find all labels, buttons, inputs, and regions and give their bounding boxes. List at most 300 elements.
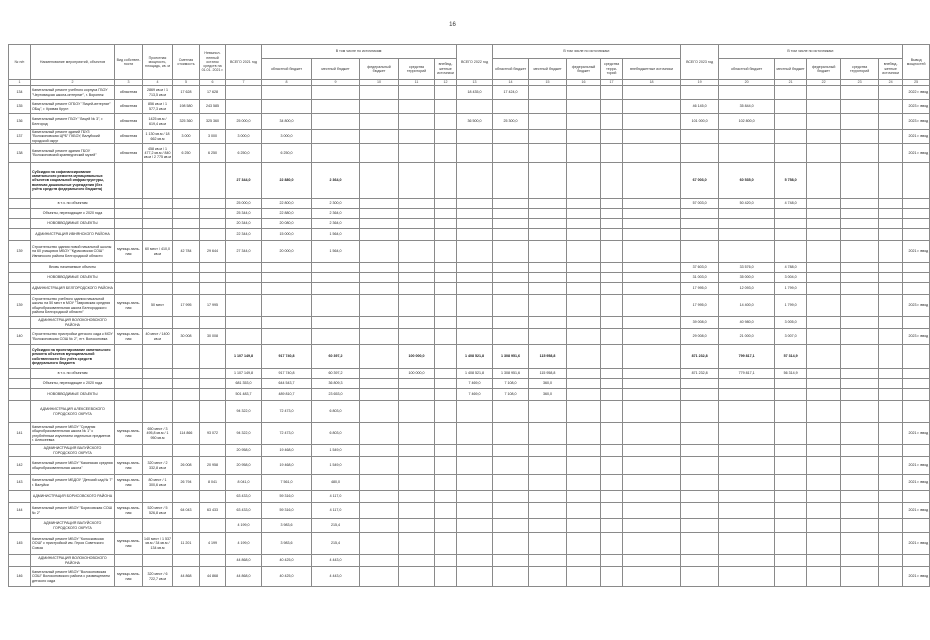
row-note: 2021 г. ввод	[903, 475, 930, 491]
row-cell-c19: 17 995,0	[681, 283, 719, 295]
row-cell-c12	[435, 273, 457, 283]
row-cell-type: муници-паль-ная	[115, 423, 143, 445]
row-cell-c10	[360, 283, 399, 295]
row-cell-c7: 25 000,0	[226, 199, 262, 209]
table-body	[9, 86, 930, 587]
row-cell-c20	[719, 229, 775, 241]
row-cell-c18	[623, 100, 681, 114]
sub-local-2022: местный бюджет	[529, 58, 567, 79]
row-cell-c24	[879, 329, 903, 345]
row-cell-cost	[173, 401, 200, 423]
row-cell-rem: 243 585	[200, 100, 226, 114]
row-cell-type	[115, 369, 143, 379]
row-number	[9, 519, 31, 533]
row-cell-c12	[435, 457, 457, 475]
row-number: 146	[9, 567, 31, 587]
row-cell-cap: 1 130 кв.м / 18 662 кв.м	[143, 130, 173, 144]
row-cell-cap	[143, 163, 173, 199]
row-cell-c9: 215,4	[312, 533, 360, 555]
row-cell-c19	[681, 475, 719, 491]
row-cell-c10	[360, 345, 399, 369]
row-cell-c12	[435, 219, 457, 229]
row-cell-cap: 520 мест / 5 526,8 кв.м	[143, 503, 173, 519]
table-row	[9, 555, 930, 567]
row-cell-c12	[435, 401, 457, 423]
row-cell-c16	[567, 199, 601, 209]
table-row	[9, 475, 930, 491]
row-cell-c9	[312, 100, 360, 114]
row-cell-c11	[399, 555, 435, 567]
row-cell-c24	[879, 241, 903, 263]
row-cell-c9: 6 803,0	[312, 423, 360, 445]
row-cell-c16	[567, 283, 601, 295]
column-number: 18	[623, 80, 681, 86]
row-note: 2021 г. ввод	[903, 144, 930, 163]
row-cell-c11	[399, 503, 435, 519]
row-cell-c14	[493, 283, 529, 295]
row-cell-c20: 102 800,0	[719, 114, 775, 130]
row-cell-c16	[567, 263, 601, 273]
row-cell-c18	[623, 144, 681, 163]
row-name: НОВОВВОДИМЫЕ ОБЪЕКТЫ	[31, 273, 115, 283]
row-cell-c8	[262, 283, 312, 295]
row-cell-c20	[719, 423, 775, 445]
row-cell-cost	[173, 283, 200, 295]
row-cell-c22	[807, 100, 841, 114]
row-cell-rem	[200, 283, 226, 295]
row-cell-c8: 40 425,0	[262, 555, 312, 567]
row-cell-c10	[360, 100, 399, 114]
row-cell-c20	[719, 209, 775, 219]
row-cell-c11	[399, 263, 435, 273]
table-row	[9, 329, 930, 345]
row-cell-c7: 20 344,0	[226, 219, 262, 229]
row-note	[903, 491, 930, 503]
row-cell-cost: 325 360	[173, 114, 200, 130]
row-cell-c12	[435, 389, 457, 401]
row-cell-c12	[435, 423, 457, 445]
row-cell-c23	[841, 329, 879, 345]
row-note: 2023 г. ввод	[903, 329, 930, 345]
row-cell-c20: 35 844,0	[719, 100, 775, 114]
row-name: НОВОВВОДИМЫЕ ОБЪЕКТЫ	[31, 219, 115, 229]
row-number	[9, 263, 31, 273]
row-cell-c20: 35 000,0	[719, 273, 775, 283]
row-cell-cost: 3 000	[173, 130, 200, 144]
row-cell-c20: 60 535,0	[719, 163, 775, 199]
row-note: 2021 г. ввод	[903, 457, 930, 475]
row-cell-c11	[399, 219, 435, 229]
header-total-2021: ВСЕГО 2021 год	[226, 45, 262, 80]
row-cell-c15	[529, 503, 567, 519]
row-cell-c12	[435, 86, 457, 100]
header-type: Вид собствен-ности	[115, 45, 143, 80]
row-cell-c21	[775, 219, 807, 229]
row-note	[903, 369, 930, 379]
row-name: НОВОВВОДИМЫЕ ОБЪЕКТЫ	[31, 389, 115, 401]
row-cell-c22	[807, 209, 841, 219]
row-cell-c20: 33 576,0	[719, 263, 775, 273]
row-cell-c11	[399, 491, 435, 503]
row-cell-c22	[807, 144, 841, 163]
row-cell-c8: 7 561,0	[262, 475, 312, 491]
row-cell-rem	[200, 209, 226, 219]
row-cell-c7: 63 433,0	[226, 491, 262, 503]
row-cell-c15	[529, 295, 567, 317]
row-cell-c11	[399, 423, 435, 445]
row-cell-cap: 60 мест / 410,0 кв.м	[143, 241, 173, 263]
row-cell-cost	[173, 199, 200, 209]
row-cell-c7: 501 483,7	[226, 389, 262, 401]
row-cell-c21	[775, 567, 807, 587]
row-cell-c9: 2 364,0	[312, 163, 360, 199]
row-note: 2022 г. ввод	[903, 86, 930, 100]
row-cell-c22	[807, 263, 841, 273]
row-cell-c7: 4 199,0	[226, 519, 262, 533]
row-cell-c11	[399, 457, 435, 475]
row-number	[9, 229, 31, 241]
row-cell-type	[115, 283, 143, 295]
row-cell-c18	[623, 163, 681, 199]
row-name: Строительство здания новой начальной школы на 60 учащихся МБОУ "Курасовская СОШ" Ивнянского района Белгородской области	[31, 241, 115, 263]
row-cell-cap: 1425 кв.м / 619,4 кв.м	[143, 114, 173, 130]
row-cell-c8	[262, 86, 312, 100]
row-cell-c22	[807, 199, 841, 209]
row-name: АДМИНИСТРАЦИЯ БОРИСОВСКОГО РАЙОНА	[31, 491, 115, 503]
row-cell-c24	[879, 457, 903, 475]
row-cell-c8: 3 983,6	[262, 519, 312, 533]
table-row	[9, 229, 930, 241]
row-note	[903, 389, 930, 401]
row-cell-cost	[173, 263, 200, 273]
row-cell-c8	[262, 295, 312, 317]
row-cell-c9: 36 809,3	[312, 379, 360, 389]
row-cell-cost	[173, 369, 200, 379]
row-cell-c22	[807, 229, 841, 241]
row-cell-c23	[841, 273, 879, 283]
row-cell-c9	[312, 263, 360, 273]
table-row	[9, 519, 930, 533]
row-cell-c11	[399, 130, 435, 144]
row-cell-c11	[399, 519, 435, 533]
row-cell-c12	[435, 369, 457, 379]
row-cell-c24	[879, 503, 903, 519]
row-cell-c16	[567, 114, 601, 130]
row-cell-c10	[360, 567, 399, 587]
row-cell-c14: 1 308 951,6	[493, 345, 529, 369]
row-cell-type	[115, 229, 143, 241]
row-cell-type: областная	[115, 130, 143, 144]
row-cell-c11	[399, 229, 435, 241]
row-note	[903, 345, 930, 369]
row-cell-c16	[567, 209, 601, 219]
row-cell-c9	[312, 317, 360, 329]
row-cell-c12	[435, 519, 457, 533]
row-cell-cap	[143, 199, 173, 209]
row-cell-c8: 644 543,7	[262, 379, 312, 389]
row-cell-c17	[601, 401, 623, 423]
row-cell-cap	[143, 209, 173, 219]
row-cell-c7: 27 344,0	[226, 163, 262, 199]
row-cell-c13	[457, 491, 493, 503]
row-cell-c16	[567, 503, 601, 519]
row-name: Объекты, переходящие с 2020 года	[31, 379, 115, 389]
row-cell-c7	[226, 295, 262, 317]
row-cell-c18	[623, 423, 681, 445]
row-cell-rem: 6 250	[200, 144, 226, 163]
row-cell-c16	[567, 241, 601, 263]
table-row	[9, 503, 930, 519]
row-cell-c14	[493, 144, 529, 163]
row-cell-c22	[807, 503, 841, 519]
row-cell-rem	[200, 519, 226, 533]
row-cell-c19	[681, 219, 719, 229]
table-row	[9, 130, 930, 144]
row-cell-rem: 17 628	[200, 86, 226, 100]
row-cell-c21: 1 799,0	[775, 295, 807, 317]
row-name: АДМИНИСТРАЦИЯ ВОЛОКОНОВСКОГО РАЙОНА	[31, 555, 115, 567]
row-cell-c12	[435, 503, 457, 519]
row-number	[9, 345, 31, 369]
table-row	[9, 283, 930, 295]
row-cell-c22	[807, 241, 841, 263]
row-cell-c19	[681, 401, 719, 423]
row-cell-cost	[173, 273, 200, 283]
row-cell-c17	[601, 491, 623, 503]
row-cell-c18	[623, 345, 681, 369]
table-row	[9, 263, 930, 273]
row-cell-c16	[567, 567, 601, 587]
row-cell-c22	[807, 163, 841, 199]
row-cell-c23	[841, 519, 879, 533]
row-cell-c17	[601, 519, 623, 533]
row-cell-c14	[493, 491, 529, 503]
row-cell-c7	[226, 100, 262, 114]
row-cell-cost	[173, 163, 200, 199]
row-cell-c12	[435, 209, 457, 219]
row-cell-c15	[529, 229, 567, 241]
table-row	[9, 273, 930, 283]
row-cell-c16	[567, 229, 601, 241]
row-cell-type	[115, 219, 143, 229]
row-cell-c18	[623, 317, 681, 329]
row-number: 136	[9, 114, 31, 130]
row-cell-c10	[360, 86, 399, 100]
row-cell-type	[115, 379, 143, 389]
row-cell-type: муници-паль-ная	[115, 503, 143, 519]
row-cell-c11	[399, 163, 435, 199]
row-cell-c20: 14 400,0	[719, 295, 775, 317]
column-number: 3	[115, 80, 143, 86]
row-cell-c7: 1 107 149,8	[226, 345, 262, 369]
header-no: № п/п	[9, 45, 31, 80]
sub-regional-2023: областной бюджет	[719, 58, 775, 79]
row-number	[9, 219, 31, 229]
row-number: 140	[9, 329, 31, 345]
row-cell-c12	[435, 100, 457, 114]
row-note: 2021 г. ввод	[903, 241, 930, 263]
row-cell-c10	[360, 423, 399, 445]
row-cell-c18	[623, 114, 681, 130]
row-cell-cost: 26 008	[173, 457, 200, 475]
row-cell-c16	[567, 491, 601, 503]
row-cell-c18	[623, 369, 681, 379]
row-cell-c19: 17 995,0	[681, 295, 719, 317]
row-cell-c23	[841, 114, 879, 130]
row-cell-c17	[601, 295, 623, 317]
row-cell-c18	[623, 219, 681, 229]
row-cell-c10	[360, 555, 399, 567]
row-cell-c8: 917 740,8	[262, 345, 312, 369]
row-cell-c16	[567, 533, 601, 555]
row-cell-rem: 20 958	[200, 457, 226, 475]
row-cell-cost: 17 995	[173, 295, 200, 317]
row-cell-c19	[681, 379, 719, 389]
row-cell-c22	[807, 533, 841, 555]
row-cell-c13	[457, 519, 493, 533]
row-cell-c8: 72 473,0	[262, 423, 312, 445]
row-cell-c11	[399, 295, 435, 317]
row-cell-c15	[529, 86, 567, 100]
row-cell-c17	[601, 345, 623, 369]
row-cell-cap: 50 мест	[143, 295, 173, 317]
row-cell-rem	[200, 273, 226, 283]
table-row	[9, 86, 930, 100]
row-cell-cap	[143, 219, 173, 229]
row-cell-c14: 7 108,0	[493, 389, 529, 401]
row-number	[9, 273, 31, 283]
row-cell-c9	[312, 144, 360, 163]
sub-local-2021: местный бюджет	[312, 58, 360, 79]
sub-territory-2023: средства территорий	[841, 58, 879, 79]
row-cell-c18	[623, 567, 681, 587]
row-note: 2021 г. ввод	[903, 130, 930, 144]
row-cell-c14	[493, 273, 529, 283]
row-cell-c24	[879, 144, 903, 163]
row-number	[9, 283, 31, 295]
row-name: АДМИНИСТРАЦИЯ ВАЛУЙСКОГО ГОРОДСКОГО ОКРУГА	[31, 445, 115, 457]
row-cell-c12	[435, 295, 457, 317]
row-cell-c21	[775, 241, 807, 263]
row-cell-c7: 22 344,0	[226, 229, 262, 241]
row-cell-c22	[807, 295, 841, 317]
table-row	[9, 533, 930, 555]
table-row	[9, 100, 930, 114]
row-cell-c17	[601, 389, 623, 401]
row-cell-type	[115, 209, 143, 219]
row-cell-c24	[879, 163, 903, 199]
column-number: 13	[457, 80, 493, 86]
row-cell-c18	[623, 491, 681, 503]
row-cell-c11	[399, 273, 435, 283]
row-cell-c21	[775, 555, 807, 567]
row-cell-c7: 44 868,0	[226, 567, 262, 587]
row-cell-cap: 650 мест / 3 495,8 кв.м / 1 950 кв.м	[143, 423, 173, 445]
row-cell-c18	[623, 389, 681, 401]
row-cell-c22	[807, 445, 841, 457]
row-cell-c15: 360,0	[529, 379, 567, 389]
row-cell-cap: 2869 кв.м / 1 713,5 кв.м	[143, 86, 173, 100]
row-number	[9, 209, 31, 219]
table-row	[9, 379, 930, 389]
row-cell-c20: 50 420,0	[719, 199, 775, 209]
row-cell-c20	[719, 503, 775, 519]
row-cell-c15	[529, 533, 567, 555]
table-row	[9, 423, 930, 445]
row-cell-c11	[399, 533, 435, 555]
row-cell-c18	[623, 283, 681, 295]
row-cell-type: муници-паль-ная	[115, 567, 143, 587]
row-cell-type: областная	[115, 144, 143, 163]
row-cell-c13	[457, 100, 493, 114]
row-number: 141	[9, 423, 31, 445]
row-cell-c17	[601, 329, 623, 345]
investment-table	[8, 44, 930, 587]
row-cell-c13: 18 435,0	[457, 86, 493, 100]
row-cell-c10	[360, 491, 399, 503]
row-cell-c12	[435, 263, 457, 273]
row-cell-c10	[360, 317, 399, 329]
row-cell-c21	[775, 475, 807, 491]
row-number: 138	[9, 144, 31, 163]
row-cell-c12	[435, 475, 457, 491]
row-cell-c21: 57 314,9	[775, 345, 807, 369]
row-cell-c16	[567, 86, 601, 100]
row-cell-c13	[457, 445, 493, 457]
table-row	[9, 317, 930, 329]
row-cell-c17	[601, 86, 623, 100]
row-cell-c12	[435, 144, 457, 163]
table-row	[9, 389, 930, 401]
row-cell-c23	[841, 100, 879, 114]
row-cell-c9	[312, 295, 360, 317]
row-cell-c14	[493, 199, 529, 209]
row-cell-c13	[457, 283, 493, 295]
row-cell-type	[115, 401, 143, 423]
row-cell-c23	[841, 283, 879, 295]
row-cell-c16	[567, 273, 601, 283]
row-cell-c15	[529, 329, 567, 345]
row-cell-c9: 6 803,0	[312, 401, 360, 423]
column-number: 1	[9, 80, 31, 86]
column-number: 12	[435, 80, 457, 86]
row-cell-c12	[435, 114, 457, 130]
row-cell-c24	[879, 263, 903, 273]
sub-federal-2021: федеральный бюджет	[360, 58, 399, 79]
row-name: Субсидии на проектирование капитального ремонта объектов муниципальной собственности без учёта средств федерального бюджета	[31, 345, 115, 369]
row-cell-c7	[226, 317, 262, 329]
column-number: 10	[360, 80, 399, 86]
row-note	[903, 263, 930, 273]
row-cell-cap: 320 мест / 6 722,7 кв.м	[143, 567, 173, 587]
row-note: 2021 г. ввод	[903, 503, 930, 519]
row-cell-cap: 458 кв.м / 1 477,2 кв.м / 840 кв.м / 2 775 кв.м	[143, 144, 173, 163]
row-cell-c23	[841, 389, 879, 401]
row-cell-rem	[200, 219, 226, 229]
row-cell-c22	[807, 86, 841, 100]
row-cell-c11	[399, 283, 435, 295]
row-cell-c23	[841, 445, 879, 457]
row-cell-c20: 799 817,1	[719, 345, 775, 369]
row-cell-c9: 4 117,0	[312, 503, 360, 519]
row-cell-c17	[601, 241, 623, 263]
row-cell-cap	[143, 263, 173, 273]
row-cell-c9: 4 117,0	[312, 491, 360, 503]
table-row	[9, 345, 930, 369]
column-number: 16	[567, 80, 601, 86]
header-total-2023: ВСЕГО 2023 год	[681, 45, 719, 80]
row-cell-c9: 1 549,0	[312, 457, 360, 475]
